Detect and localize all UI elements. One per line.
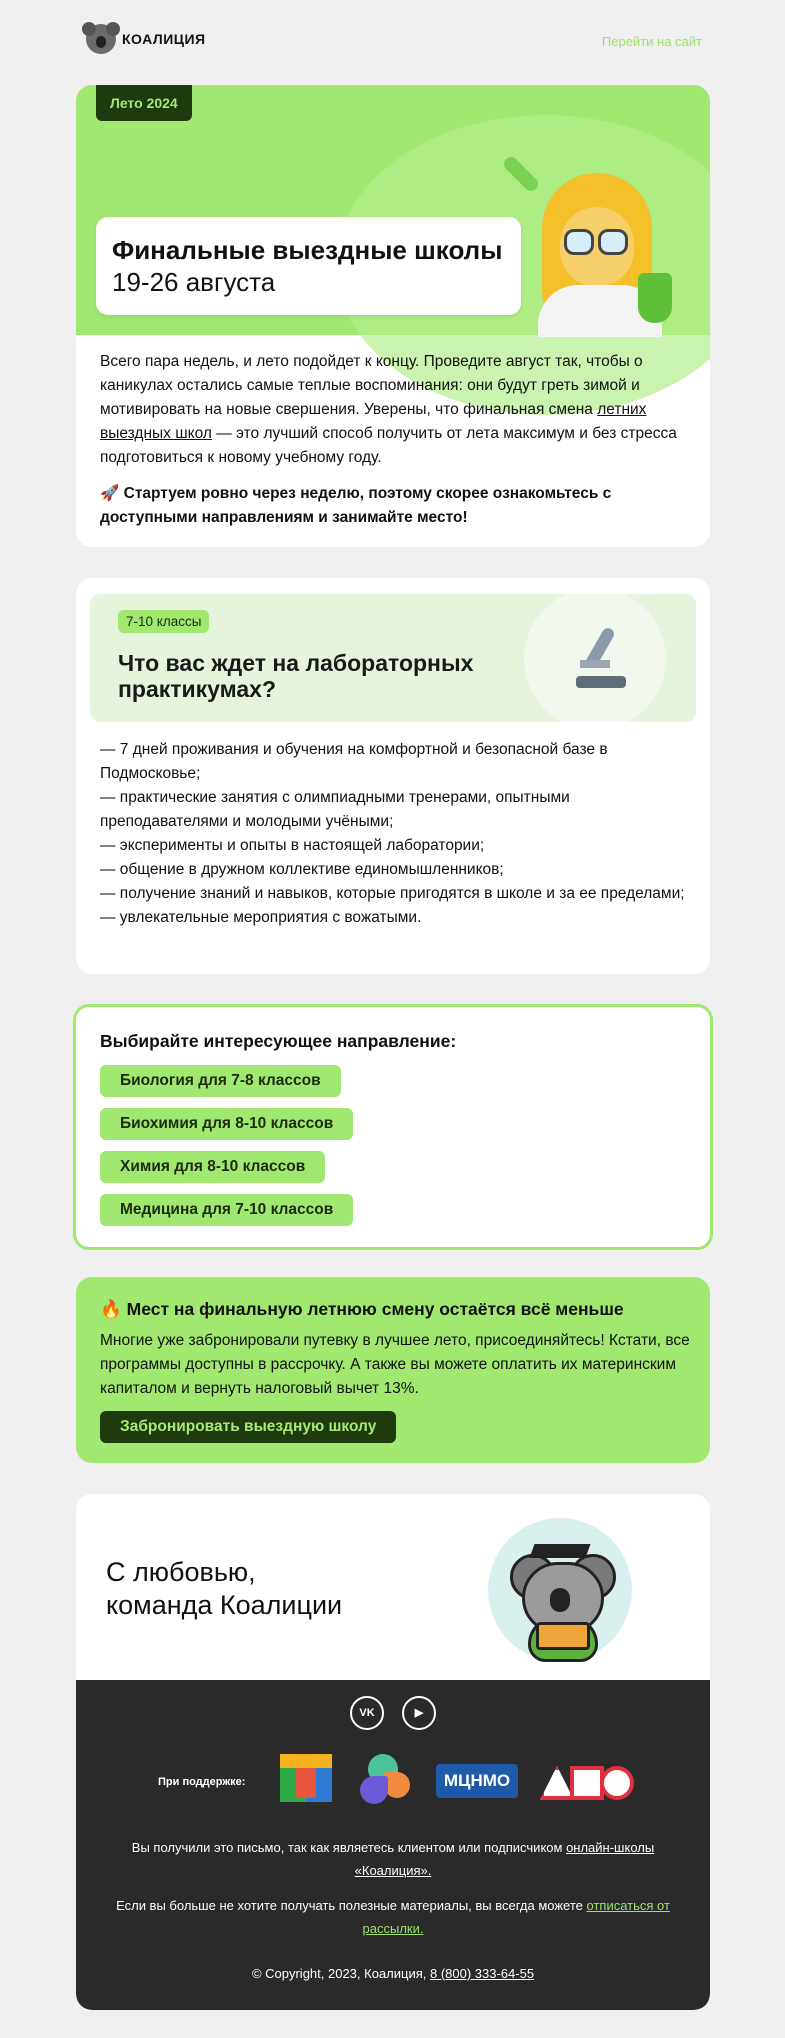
labs-title: Что вас ждет на лабораторных практикумах? [118,650,474,702]
rocket-icon: 🚀 [100,485,120,502]
header [76,22,710,62]
hero-cta-text: Стартуем ровно через неделю, поэтому скорее ознакомьтесь с доступными направлениям и занимайте место! [100,485,612,526]
partner-cube-logo-icon[interactable] [280,1754,332,1806]
direction-medicine-button[interactable]: Медицина для 7-10 классов [100,1194,353,1226]
list-item: — увлекательные мероприятия с вожатыми. [100,909,422,926]
labs-list [100,738,690,930]
brand-logo[interactable] [86,24,206,54]
direction-biology-button[interactable]: Биология для 7-8 классов [100,1065,341,1097]
fire-icon: 🔥 [100,1299,122,1319]
hero-title-box [96,217,521,315]
list-item: — 7 дней проживания и обучения на комфортной и безопасной базе в Подмосковье; [100,741,608,782]
grade-badge: 7-10 классы [118,610,209,633]
unsubscribe-note [100,1894,686,1940]
footer [76,1680,710,2010]
hero-text-part: — это лучший способ получить от лета максимум и без стресса подготовиться к новому учебному году. [100,425,677,466]
labs-card [76,578,710,974]
koala-logo-icon [86,24,116,54]
hero-card [76,85,710,547]
directions-title: Выбирайте интересующее направление: [100,1031,457,1051]
direction-chemistry-button[interactable]: Химия для 8-10 классов [100,1151,325,1183]
online-school-link[interactable]: онлайн-школы «Коалиция». [354,1840,655,1878]
list-item: — получение знаний и навыков, которые пригодятся в школе и за ее пределами; [100,885,685,902]
book-school-button[interactable]: Забронировать выездную школу [100,1411,396,1443]
hero-title: Финальные выездные школы [112,235,503,265]
phone-link[interactable]: 8 (800) 333-64-55 [429,1966,535,1981]
farewell-line: команда Коалиции [106,1590,343,1620]
koala-mascot-icon [488,1518,632,1662]
copyright-text: © Copyright, 2023, Коалиция, [251,1966,430,1981]
copyright [76,1966,710,1981]
hero-cta [100,482,690,530]
farewell-card [76,1494,710,2010]
hero-banner [76,85,710,335]
unsubscribe-link[interactable]: отписаться от рассылки. [362,1898,670,1936]
promo-title-text: Мест на финальную летнюю смену остаётся всё меньше [121,1299,624,1319]
subscription-note [100,1836,686,1882]
labs-header [90,594,696,722]
summer-schools-link[interactable]: летних выездных школ [100,401,647,442]
direction-biochemistry-button[interactable]: Биохимия для 8-10 классов [100,1108,353,1140]
list-item: — эксперименты и опыты в настоящей лаборатории; [100,837,485,854]
partner-dpo-logo-icon[interactable] [540,1764,628,1798]
support-label: При поддержке: [158,1776,246,1788]
promo-text: Многие уже забронировали путевку в лучшее лето, присоединяйтесь! Кстати, все программы доступны в рассрочку. А также вы можете оплатить их материнским капиталом и вернуть налоговый вычет 13%. [100,1332,690,1397]
scientist-icon [542,173,672,335]
promo-title [100,1299,624,1320]
directions-card [73,1004,713,1250]
season-tag: Лето 2024 [96,85,192,121]
partner-mcnmo-logo[interactable]: МЦНМО [436,1764,518,1798]
microscope-icon [570,622,630,692]
hero-dates: 19-26 августа [112,267,276,297]
list-item: — общение в дружном коллективе единомышленников; [100,861,504,878]
hero-body [100,350,690,542]
note-text: Если вы больше не хотите получать полезные материалы, вы всегда можете [116,1898,587,1913]
list-item: — практические занятия с олимпиадными тренерами, опытными преподавателями и молодыми учёными; [100,789,570,830]
farewell-line: С любовью, [106,1557,256,1587]
hero-text-part: Всего пара недель, и лето подойдет к концу. Проведите август так, чтобы о каникулах остались самые теплые воспоминания: они будут греть зимой и мотивировать на новые свершения. Уверены, что финальная смена [100,353,643,418]
partner-flower-logo-icon[interactable] [358,1754,410,1806]
promo-card [76,1277,710,1463]
brand-name: КОАЛИЦИЯ [122,31,206,47]
hero-paragraph [100,350,690,470]
farewell-text [106,1556,342,1622]
note-text: Вы получили это письмо, так как являетесь клиентом или подписчиком [131,1840,567,1855]
youtube-icon[interactable]: ▶ [402,1696,436,1730]
go-to-site-link[interactable]: Перейти на сайт [601,34,702,49]
vk-icon[interactable]: VK [350,1696,384,1730]
